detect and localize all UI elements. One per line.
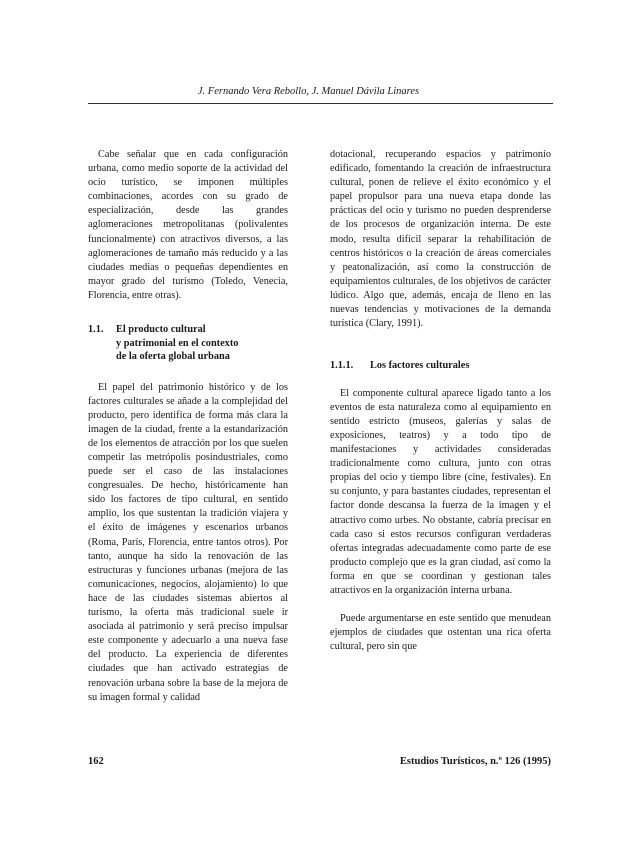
section-number: 1.1. (88, 324, 104, 336)
page-number: 162 (88, 756, 104, 767)
left-column (88, 148, 288, 705)
section-title: Los factores culturales (370, 360, 470, 372)
section-number: 1.1.1. (330, 360, 354, 372)
subsection-heading (330, 359, 551, 373)
section-title-line: y patrimonial en el contexto (116, 337, 239, 349)
paragraph: dotacional, recuperando espacios y patrimonio edificado, fomentando la creación de infraestructura cultural, ponen de relieve el éxito económico y el papel propulsor para una nueva etapa donde las prácticas del ocio y turismo no pueden desprenderse de los procesos de organización interna. De este modo, resulta difícil separar la rehabilitación de centros históricos o la creación de áreas comerciales y peatonalización, así como la construcción de equipamientos culturales, de los objetivos de carácter lúdico. Algo que, además, encaja de lleno en las nuevas tendencias y motivaciones de la demanda turística (Clary, 1991). (330, 149, 551, 330)
paragraph: El componente cultural aparece ligado tanto a los eventos de esta naturaleza como al equipamiento en sentido estricto (museos, galerías y salas de exposiciones, teatros) y a todo tipo de manifestaciones y actividades consideradas tradicionalmente como cultura, junto con otras propias del ocio y tiempo libre (cine, festivales). En su conjunto, y para bastantes ciudades, representan el factor donde descansa la fuerza de la imagen y el atractivo como urbes. No obstante, cabría precisar en cada caso si estos recursos configuran verdaderas ofertas integradas adecuadamente como parte de ese producto complejo que es la gran ciudad, así como la forma en que se coordinan y gestionan tales atractivos en la organización interna urbana. (330, 387, 551, 597)
journal-footer: Estudios Turísticos, n.º 126 (1995) (399, 756, 551, 767)
right-column (330, 148, 551, 654)
running-head: J. Fernando Vera Rebollo, J. Manuel Dávila Linares (197, 86, 420, 97)
paragraph: El papel del patrimonio histórico y de los factores culturales se añade a la complejidad del producto, pero identifica de forma más clara la imagen de la ciudad, frente a la estandarización de los elementos de atracción por los que suelen competir las metrópolis posindustriales, como puede ser el caso de las instalaciones congresuales. De hecho, históricamente han sido los factores de tipo cultural, en sentido amplio, los que sustentan la tradición viajera y el éxito de imágenes y escenarios urbanos (Roma, París, Florencia, entre tantos otros). Por tanto, aunque ha sido la renovación de las estructuras y funciones urbanas (mejora de las comunicaciones, negocios, alojamiento) lo que hace de las ciudades sistemas abiertos al turismo, la oferta más tradicional suele ir asociada al patrimonio y será preciso impulsar este componente y adecuarlo a una nueva fase del producto. La experiencia de diferentes ciudades que han activado estrategias de renovación urbana sobre la base de la mejora de su imagen formal y calidad (88, 381, 288, 703)
section-heading (88, 323, 288, 364)
paragraph: Puede argumentarse en este sentido que menudean ejemplos de ciudades que ostentan una rica oferta cultural, pero sin que (330, 613, 551, 653)
header-rule (88, 103, 553, 104)
section-title-line: El producto cultural (116, 324, 206, 336)
section-title-line: de la oferta global urbana (116, 351, 230, 363)
paragraph: Cabe señalar que en cada configuración urbana, como medio soporte de la actividad del ocio turístico, se imponen múltiples combinaciones, acordes con su grado de especialización, desde las grandes aglomeraciones metropolitanas (polivalentes funcionalmente) con atractivos diversos, a las aglomeraciones de tamaño más reducido y a las ciudades medias o pequeñas dependientes en mayor grado del turismo (Toledo, Venecia, Florencia, entre otras). (88, 149, 288, 301)
